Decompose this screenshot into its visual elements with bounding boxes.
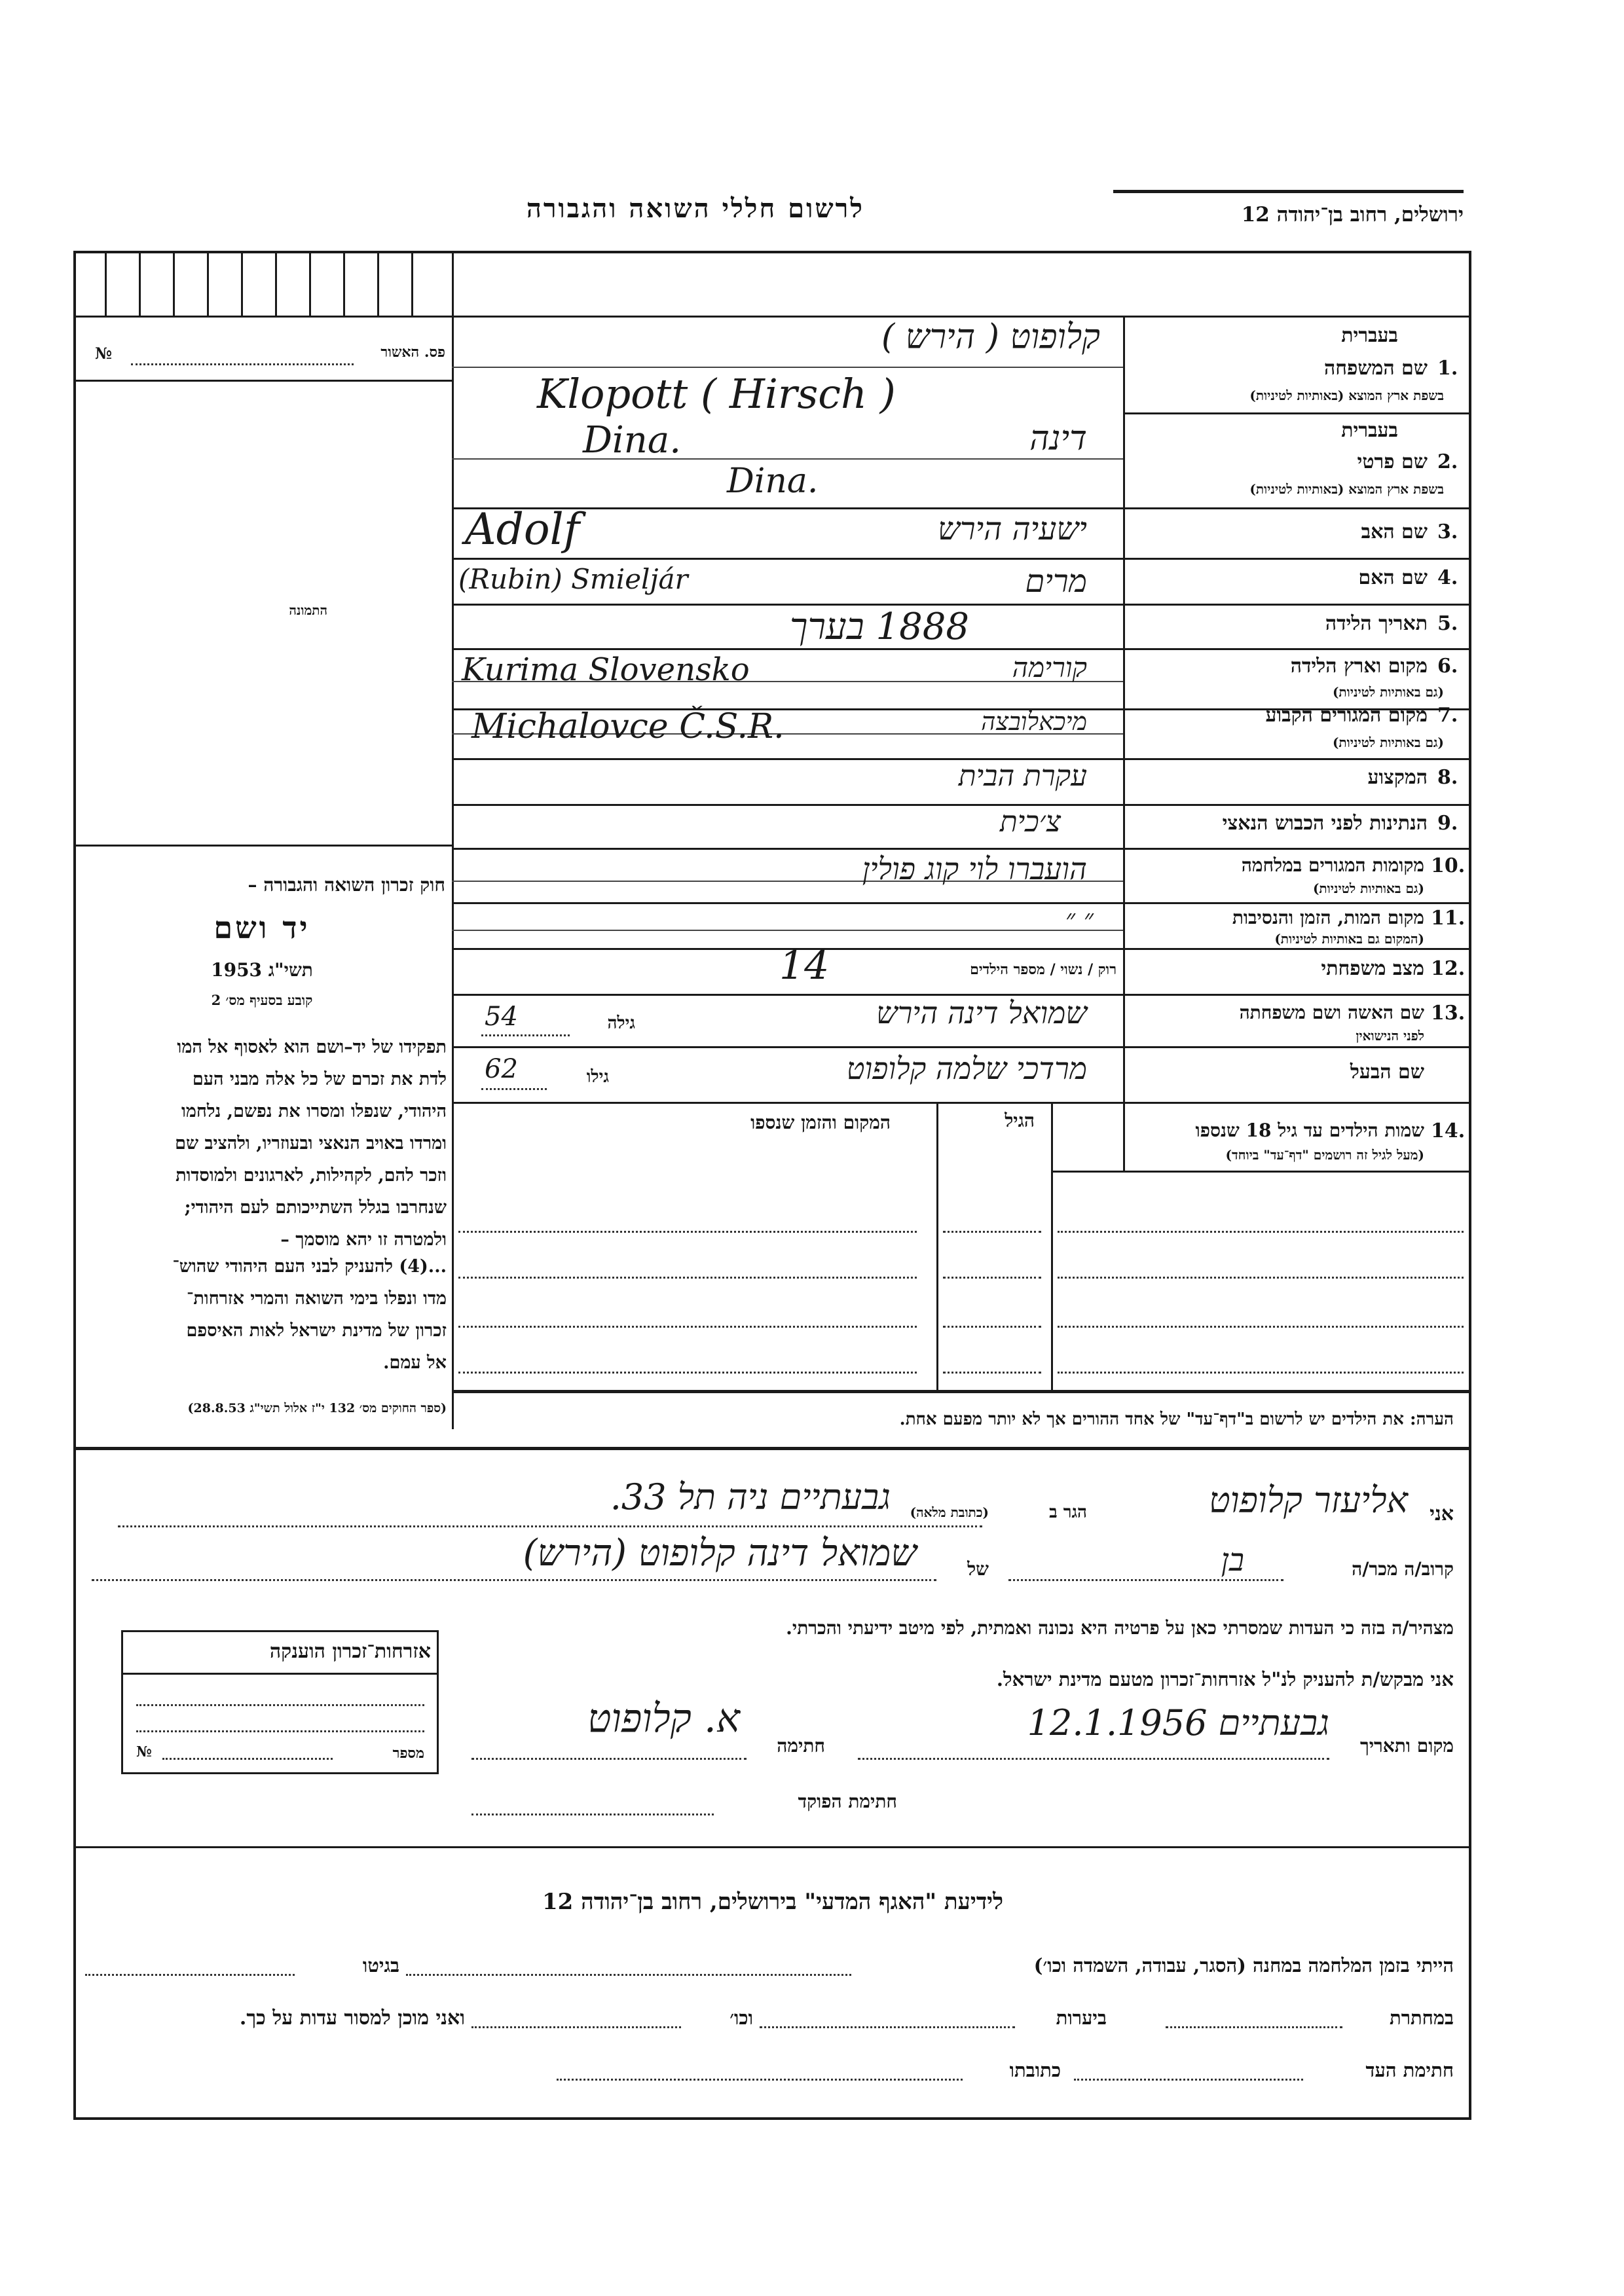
approval-rule [73,380,452,382]
residence-latin: Michalovce Č.S.R. [471,707,784,746]
first-name-latin: Dina. [583,419,682,462]
occupation-value: עקרת הבית [958,759,1087,793]
birth-place-latin: Kurima Slovensko [462,651,750,688]
side-column-divider [452,251,454,1429]
photo-rule [73,845,452,847]
mother-latin: (Rubin) Smieljár [458,563,688,595]
law-paragraph-2: ...(4) להעניק לבני העם היהודי שהוש־ מדו ונפלו בימי השואה והמרי אזרחות־ זכרון של מדינת ישראל לאות האיספם אל עמם. [172,1256,447,1373]
address: ירושלים, רחוב בן־יהודה 12 [1241,203,1464,227]
col-age-header: הגיל [1005,1110,1035,1131]
father-hebrew: ישעיה הירש [938,511,1087,547]
note-rule-top [452,1390,1471,1393]
approval-label: פס. האשור [380,344,445,361]
children-count: 14 [779,943,830,989]
husband-age: 62 [485,1054,518,1084]
law-year: תשי"ג 1953 [211,959,313,981]
yad-vashem-title: יד ושם [213,910,310,945]
death-place-value: ״ ״ [1065,904,1094,934]
approval-no: № [95,344,113,363]
declarant-name: אליעזר קלופוט [1209,1480,1408,1521]
declarant-address: גבעתיים ניה תל 33. [610,1476,891,1518]
residence-hebrew: מיכאלובצה [981,707,1087,736]
address-rule [1113,190,1464,193]
wife-name-value: שמואל דינה הירש [876,995,1087,1030]
birth-date-value: 1888 בערך [789,606,969,648]
citizenship-box: אזרחות־זכרון הוענקה מספר № [121,1630,439,1774]
first-name-hebrew: דינה [1029,419,1087,458]
mother-hebrew: מרים [1025,563,1087,600]
husband-name-value: מרדכי שלמה קלופוט [846,1051,1087,1086]
form-title: לרשום חללי השואה והגבורה [526,193,864,224]
page-of-testimony: ירושלים, רחוב בן־יהודה 12 לרשום חללי השואה והגבורה פס. האשור № התמונה חוק זכרון השואה והגבורה – יד ושם תשי"ג 1953 קובע בסעיף מס׳ 2 תפקידו של יד–ושם הוא לאסוף אל המו לדת את זכרם של כל אלה מבני העם היהודי, שנפלו ומסרו את נפשם, נלחמו ומרדו באויב הנאצי ובעוזריו, ולהציב שם וזכר להם, לקהילות, לארגונים ולמוסדות שנחרבו בגלל השתייכותם לעם היהודי; ולמטרה זו יהא מוסמך – ...(4) להעניק לבני העם היהודי שהוש־ מדו ונפלו בימי השואה והמרי אזרחות־ זכרון של מדינת ישראל לאות האיספם אל עמם. (ספר החוקים מס׳ 132 י"ז אלול תשי"ג 28.8.53) בעברית 1. שם המשפחה בשפת ארץ המוצא (באותיות לטיניות) קלופוט ( הירש ) Klopott ( Hirsch ) בעברית 2. שם פרטי בשפת ארץ המוצא (באותיות לטיניות) Dina. דינה Dina. 3. שם האב Adolf ישעיה הירש 4. שם האם (Rubin) Smieljár מרים 5. תאריך הלידה 1888 בערך 6. מקום וארץ הלידה (גם באותיות לטיניות) Kurima Slovensko קורימה 7. מקום המגורים הקבוע (גם באותיות לטיניות) Michalovce Č.S.R. מיכאלובצה 8. המקצוע עקרת הבית 9. הנתינות לפני הכבוש הנאצי צ׳כית 10. מקומות המגורים במלחמה (גם באותיות לטיניות) הועברו לוי קוג פולין 11. מקום המות, הזמן והנסיבות (המקום גם באותיות לטיניות) ״ ״ 12. מצב משפחתי רוק / נשוי / מספר הילדים 14 13. שם האשה ושם משפחתה לפני הנישואין שמואל דינה הירש גילה 54 שם הבעל מרדכי שלמה קלופוט גילו 62 14. שמות הילדים עד גיל 18 שנספו (מעל לגיל זה רושמים "דף־עד" ביוחד) הגיל המקום והזמן שנספו הערה: את הילדים יש לרשום ב"דף־עד" של אחד ההורים אך לא יותר מפעם אחת. אני אליעזר קלופוט הגר ב (כתובת מלאה) גבעתיים ניה תל 33. קרוב/ה מכר/ה בן של שמואל דינה קלופוט (הירש) מצהיר/ה בזה כי העדות שמסרתי כאן על פרטיה היא נכונה ואמתית, לפי מיטב ידיעתי והכרתי. אני מבקש/ת להעניק לנ"ל אזרחות־זכרון מטעם מדינת ישראל. מקום ותאריך גבעתיים 12.1.1956 חתימה א. קלופוט חתימת הפוקד אזרחות־זכרון הוענקה מספר № לידיעת "האגף המדעי" בירושלים, רחוב בן־יהודה 12 הייתי בזמן המלחמה במחנה (הסגר, עבודה, השמדה וכו׳) בגיטו במחתרת ביערות וכו׳ ואני מוכן למסור עדות על כך. חתימת העד כתובתו [0,0,1624,2296]
wife-age: 54 [485,1002,518,1032]
wartime-residence-value: הועברו לוי קוג פולין [862,851,1087,886]
law-section: קובע בסעיף מס׳ 2 [211,992,313,1008]
footer-rule [73,1846,1471,1848]
children-note: הערה: את הילדים יש לרשום ב"דף־עד" של אחד ההורים אך לא יותר מפעם אחת. [899,1410,1454,1429]
citizenship-value: צ׳כית [999,805,1061,839]
footer-title: לידיעת "האגף המדעי" בירושלים, רחוב בן־יהודה 12 [542,1889,1003,1915]
first-name-latin-2: Dina. [727,462,819,501]
law-reference: (ספר החוקים מס׳ 132 י"ז אלול תשי"ג 28.8.53) [187,1401,447,1415]
surname-hebrew: קלופוט ( הירש ) [881,318,1100,357]
signature-value: א. קלופוט [587,1696,740,1741]
surname-latin: Klopott ( Hirsch ) [537,370,896,418]
law-title: חוק זכרון השואה והגבורה – [248,874,445,896]
note-rule-bottom [73,1447,1471,1450]
place-date-value: גבעתיים 12.1.1956 [1027,1702,1329,1743]
law-paragraph-1: תפקידו של יד–ושם הוא לאסוף אל המו לדת את זכרם של כל אלה מבני העם היהודי, שנפלו ומסרו את נפשם, נלחמו ומרדו באויב הנאצי ובעוזריו, ולהציב שם וזכר להם, לקהילות, לארגונים ולמוסדות שנחרבו בגלל השתייכותם לעם היהודי; ולמטרה זו יהא מוסמך – [175,1037,447,1250]
photo-label: התמונה [289,602,327,618]
col-place-header: המקום והזמן שנספו [750,1112,891,1133]
relation-value: בן [1221,1542,1244,1578]
birth-place-hebrew: קורימה [1012,651,1087,683]
label-column-divider [1123,316,1125,1171]
father-latin: Adolf [465,504,580,555]
relation-of-value: שמואל דינה קלופוט (הירש) [523,1532,917,1575]
